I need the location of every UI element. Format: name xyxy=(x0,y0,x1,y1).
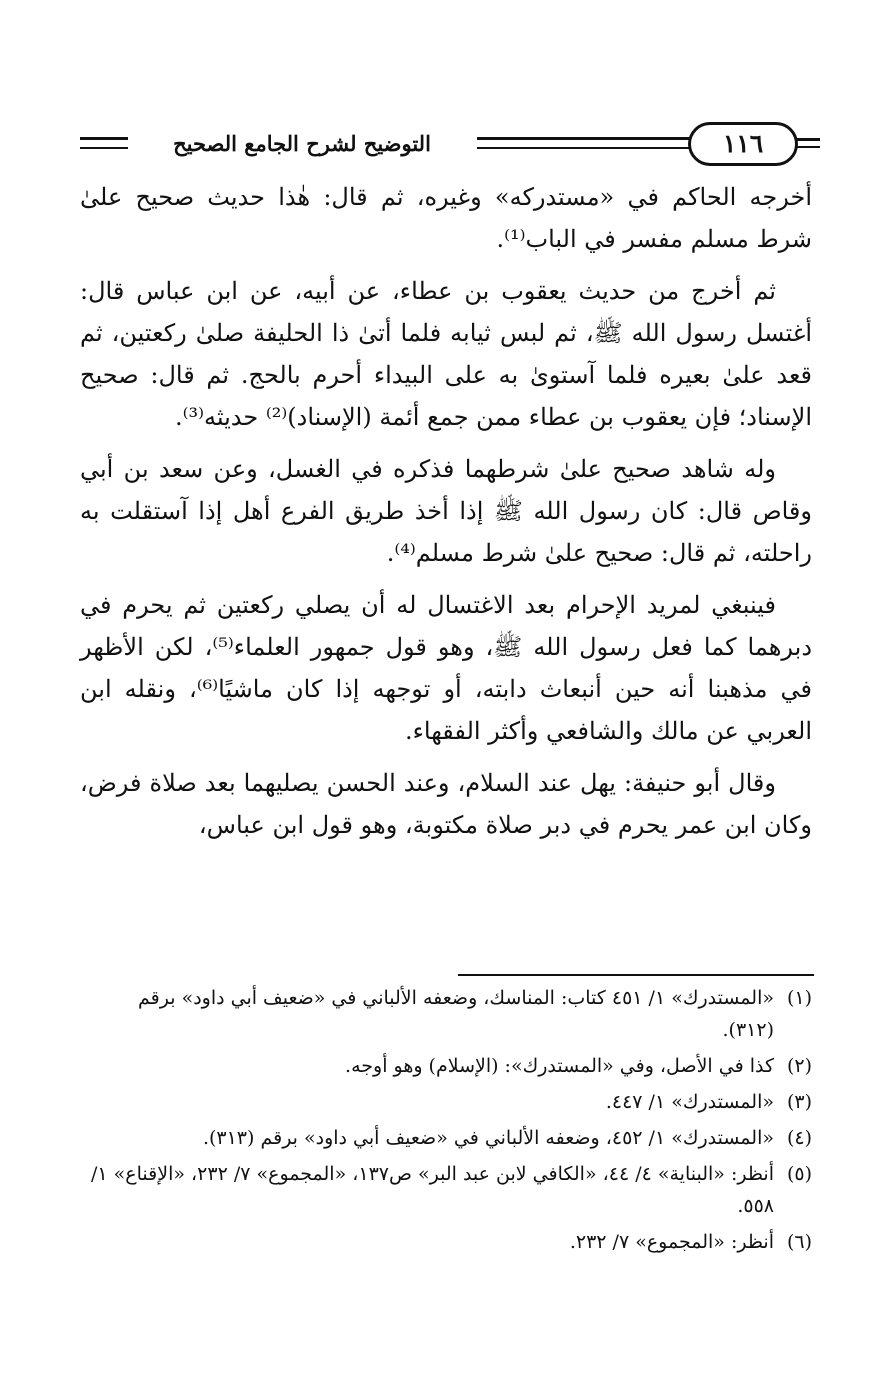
header-rule-tail xyxy=(796,138,820,148)
footnote-text: «المستدرك» ١/ ٤٤٧. xyxy=(605,1091,774,1113)
page-header xyxy=(72,120,812,168)
footnote-number: (٢) xyxy=(786,1055,812,1077)
footnote xyxy=(82,1122,812,1154)
footnotes xyxy=(82,982,812,1262)
footnote-number: (٦) xyxy=(786,1231,812,1253)
footnote-number: (٤) xyxy=(786,1127,812,1149)
footnote xyxy=(82,982,812,1046)
footnote-number: (١) xyxy=(786,987,812,1009)
paragraph: وله شاهد صحيح علىٰ شرطهما فذكره في الغسل، وعن سعد بن أبي وقاص قال: كان رسول الله ﷺ إذا أخذ طريق الفرع أهل إذا آستقلت به راحلته، ثم قال: صحيح علىٰ شرط مسلم⁽⁴⁾. xyxy=(80,455,812,567)
footnote xyxy=(82,1158,812,1222)
footnote xyxy=(82,1086,812,1118)
header-rule-left xyxy=(80,137,128,149)
footnote-separator xyxy=(458,974,814,976)
footnote-text: كذا في الأصل، وفي «المستدرك»: (الإسلام) وهو أوجه. xyxy=(345,1055,774,1077)
paragraph: ثم أخرج من حديث يعقوب بن عطاء، عن أبيه، عن ابن عباس قال: أغتسل رسول الله ﷺ، ثم لبس ثيابه فلما أتىٰ ذا الحليفة صلىٰ ركعتين، ثم قعد علىٰ بعيره فلما آستوىٰ به على البيداء أحرم بالحج. ثم قال: صحيح الإسناد؛ فإن يعقوب بن عطاء ممن جمع أئمة (الإسناد)⁽²⁾ حديثه⁽³⁾. xyxy=(80,277,812,431)
paragraph: أخرجه الحاكم في «مستدركه» وغيره، ثم قال: هٰذا حديث صحيح علىٰ شرط مسلم مفسر في الباب⁽¹⁾. xyxy=(80,183,812,253)
footnote xyxy=(82,1226,812,1258)
running-title: التوضيح لشرح الجامع الصحيح xyxy=(173,131,431,156)
paragraph: وقال أبو حنيفة: يهل عند السلام، وعند الحسن يصليهما بعد صلاة فرض، وكان ابن عمر يحرم في دبر صلاة مكتوبة، وهو قول ابن عباس، xyxy=(80,769,812,839)
footnote-text: «المستدرك» ١/ ٤٥١ كتاب: المناسك، وضعفه الألباني في «ضعيف أبي داود» برقم (٣١٢). xyxy=(138,987,774,1041)
footnote-number: (٥) xyxy=(786,1163,812,1185)
paragraph: فينبغي لمريد الإحرام بعد الاغتسال له أن يصلي ركعتين ثم يحرم في دبرهما كما فعل رسول الله ﷺ، وهو قول جمهور العلماء⁽⁵⁾، لكن الأظهر في مذهبنا أنه حين أنبعاث دابته، أو توجهه إذا كان ماشيًا⁽⁶⁾، ونقله ابن العربي عن مالك والشافعي وأكثر الفقهاء. xyxy=(80,591,813,745)
main-text xyxy=(80,176,812,856)
footnote-text: أنظر: «المجموع» ٧/ ٢٣٢. xyxy=(569,1231,774,1253)
footnote xyxy=(82,1050,812,1082)
footnote-number: (٣) xyxy=(786,1091,812,1113)
page-number: ١١٦ xyxy=(688,122,798,166)
footnote-text: أنظر: «البناية» ٤/ ٤٤، «الكافي لابن عبد البر» ص١٣٧، «المجموع» ٧/ ٢٣٢، «الإقناع» ١/ ٥٥٨. xyxy=(91,1163,774,1217)
footnote-text: «المستدرك» ١/ ٤٥٢، وضعفه الألباني في «ضعيف أبي داود» برقم (٣١٣). xyxy=(202,1127,774,1149)
